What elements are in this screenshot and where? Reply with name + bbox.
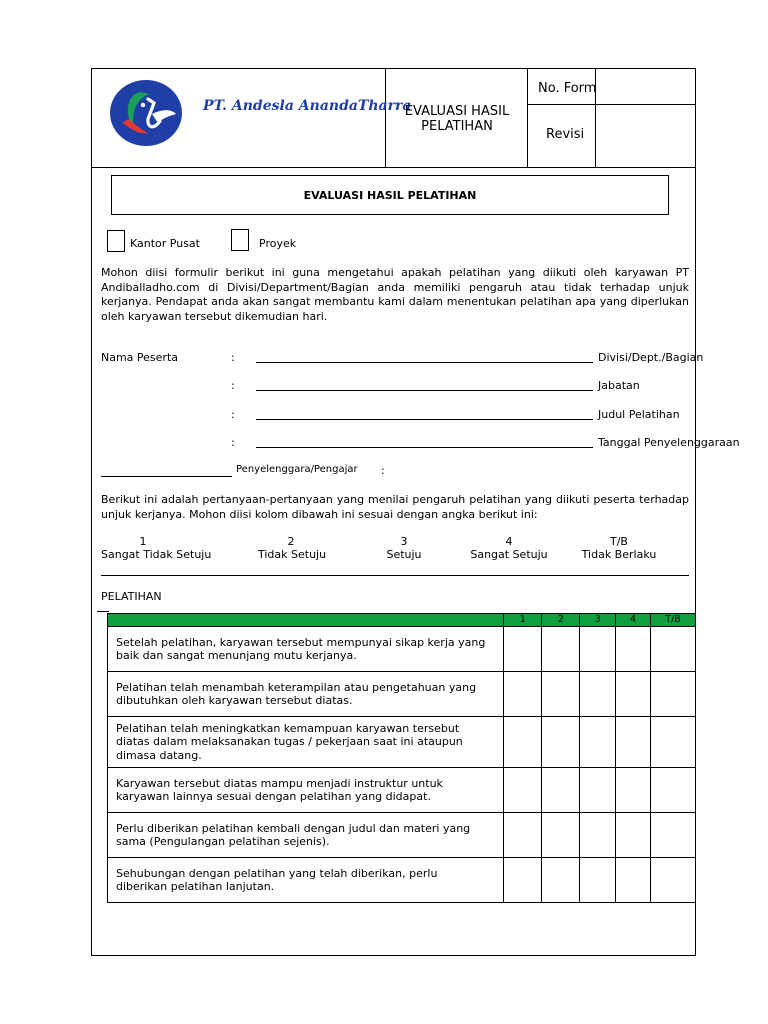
header-divider <box>385 68 386 168</box>
table-row <box>108 858 696 903</box>
judul-pelatihan-label: Judul Pelatihan <box>598 408 680 421</box>
rating-cell[interactable] <box>616 813 651 858</box>
rating-cell[interactable] <box>504 672 542 717</box>
rating-cell[interactable] <box>616 672 651 717</box>
scale-description: Setuju <box>386 548 422 561</box>
no-form-label: No. Form <box>538 81 597 96</box>
nama-peserta-label: Nama Peserta <box>101 351 179 364</box>
section-divider <box>101 575 689 576</box>
rating-cell[interactable] <box>580 717 616 768</box>
scale-description: Sangat Tidak Setuju <box>101 548 212 561</box>
table-header-row <box>108 614 696 627</box>
rating-cell[interactable] <box>651 813 696 858</box>
judul-pelatihan-field[interactable] <box>256 419 593 420</box>
rating-cell[interactable] <box>580 858 616 903</box>
intro-paragraph: Mohon diisi formulir berikut ini guna mengetahui apakah pelatihan yang diikuti oleh karyawan PT Andiballadho.com di Divisi/Department/Bagian anda memiliki pengaruh atau tidak terhadap unjuk kerjanya. Pendapat anda akan sangat membantu kami dalam menentukan pelatihan apa yang diperlukan oleh karyawan tersebut dikemudian hari. <box>101 266 689 323</box>
section-underline <box>97 611 109 612</box>
field-colon: : <box>231 379 235 392</box>
rating-cell[interactable] <box>616 858 651 903</box>
rating-cell[interactable] <box>651 768 696 813</box>
instructions-paragraph: Berikut ini adalah pertanyaan-pertanyaan yang menilai pengaruh pelatihan yang diikuti peserta terhadap unjuk kerjanya. Mohon diisi kolom dibawah ini sesuai dengan angka berikut ini: <box>101 493 689 521</box>
jabatan-field[interactable] <box>256 390 593 391</box>
company-name: PT. Andesla AnandaTharra <box>203 98 412 114</box>
question-text: Karyawan tersebut diatas mampu menjadi instruktur untuk karyawan lainnya sesuai dengan pelatihan yang didapat. <box>108 768 504 813</box>
column-header: 2 <box>542 614 580 627</box>
column-header: T/B <box>651 614 696 627</box>
question-text: Sehubungan dengan pelatihan yang telah diberikan, perlu diberikan pelatihan lanjutan. <box>108 858 504 903</box>
proyek-checkbox[interactable] <box>231 229 249 251</box>
scale-number: 1 <box>139 535 147 548</box>
rating-cell[interactable] <box>616 627 651 672</box>
rating-cell[interactable] <box>504 858 542 903</box>
rating-cell[interactable] <box>504 813 542 858</box>
scale-item-tb <box>578 535 660 561</box>
rating-cell[interactable] <box>504 768 542 813</box>
table-row <box>108 717 696 768</box>
scale-item-1 <box>101 535 212 561</box>
scale-description: Sangat Setuju <box>470 548 548 561</box>
section-label: PELATIHAN <box>101 590 162 603</box>
header-divider <box>527 68 528 168</box>
rating-cell[interactable] <box>580 768 616 813</box>
rating-cell[interactable] <box>651 858 696 903</box>
revisi-label: Revisi <box>546 127 585 142</box>
scale-number: T/B <box>610 535 628 548</box>
evaluation-table <box>107 613 696 903</box>
penyelenggara-label: Penyelenggara/Pengajar <box>236 464 358 475</box>
field-colon: : <box>231 351 235 364</box>
rating-cell[interactable] <box>542 717 580 768</box>
proyek-label: Proyek <box>259 237 297 250</box>
scale-item-2 <box>258 535 327 561</box>
penyelenggara-field[interactable] <box>101 476 232 477</box>
table-row <box>108 768 696 813</box>
nama-peserta-field[interactable] <box>256 362 593 363</box>
scale-number: 2 <box>287 535 295 548</box>
scale-description: Tidak Berlaku <box>581 548 657 561</box>
question-text: Setelah pelatihan, karyawan tersebut mempunyai sikap kerja yang baik dan sangat menunjang mutu kerjanya. <box>108 627 504 672</box>
rating-cell[interactable] <box>542 813 580 858</box>
rating-cell[interactable] <box>504 627 542 672</box>
scale-item-3 <box>380 535 428 561</box>
header-divider <box>527 104 696 105</box>
rating-cell[interactable] <box>542 672 580 717</box>
kantor-pusat-label: Kantor Pusat <box>130 237 200 250</box>
scale-item-4 <box>468 535 550 561</box>
rating-cell[interactable] <box>651 717 696 768</box>
tanggal-label: Tanggal Penyelenggaraan <box>598 436 740 449</box>
rating-cell[interactable] <box>616 717 651 768</box>
scale-number: 4 <box>505 535 513 548</box>
scale-number: 3 <box>400 535 408 548</box>
field-colon: : <box>231 436 235 449</box>
column-header: 4 <box>616 614 651 627</box>
rating-cell[interactable] <box>542 858 580 903</box>
scale-description: Tidak Setuju <box>258 548 327 561</box>
rating-cell[interactable] <box>580 672 616 717</box>
rating-cell[interactable] <box>580 813 616 858</box>
divisi-label: Divisi/Dept./Bagian <box>598 351 704 364</box>
document-title: EVALUASI HASIL PELATIHAN <box>404 104 510 134</box>
column-header: 1 <box>504 614 542 627</box>
question-text: Pelatihan telah menambah keterampilan atau pengetahuan yang dibutuhkan oleh karyawan tersebut diatas. <box>108 672 504 717</box>
tanggal-field[interactable] <box>256 447 593 448</box>
rating-cell[interactable] <box>651 672 696 717</box>
rating-cell[interactable] <box>504 717 542 768</box>
column-header: 3 <box>580 614 616 627</box>
question-text: Pelatihan telah meningkatkan kemampuan karyawan tersebut diatas dalam melaksanakan tugas / pekerjaan saat ini ataupun dimasa datang. <box>108 717 504 768</box>
rating-cell[interactable] <box>580 627 616 672</box>
table-row <box>108 672 696 717</box>
header-blank <box>108 614 504 627</box>
rating-cell[interactable] <box>651 627 696 672</box>
rating-cell[interactable] <box>616 768 651 813</box>
form-title: EVALUASI HASIL PELATIHAN <box>111 175 669 215</box>
table-row <box>108 627 696 672</box>
kantor-pusat-checkbox[interactable] <box>107 230 125 252</box>
rating-cell[interactable] <box>542 627 580 672</box>
rating-cell[interactable] <box>542 768 580 813</box>
company-logo <box>110 79 183 147</box>
jabatan-label: Jabatan <box>598 379 640 392</box>
field-colon: : <box>231 408 235 421</box>
table-row <box>108 813 696 858</box>
question-text: Perlu diberikan pelatihan kembali dengan judul dan materi yang sama (Pengulangan pelatihan sejenis). <box>108 813 504 858</box>
field-colon: : <box>381 464 385 477</box>
